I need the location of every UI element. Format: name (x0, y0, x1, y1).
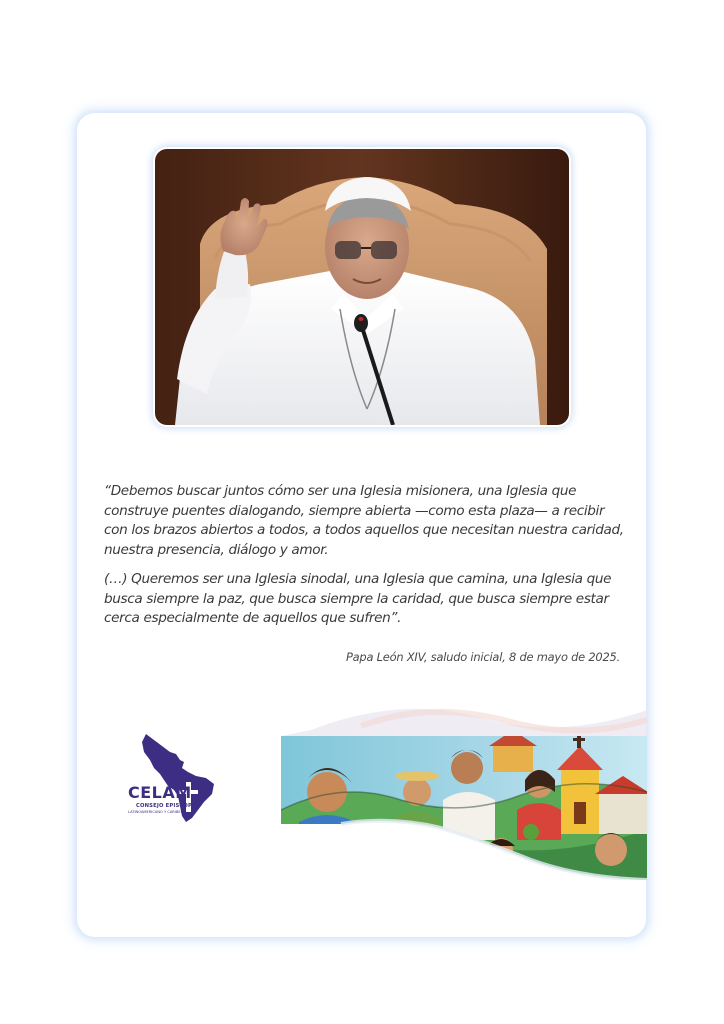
logo-subtitle-2: LATINOAMERICANO Y CARIBEÑO (128, 810, 187, 814)
quote-paragraph-2: (…) Queremos ser una Iglesia sinodal, una Iglesia que camina, una Iglesia que busca siempre la paz, que busca siempre la caridad, que busca siempre estar cerca especialmente de aquellos que sufren”. (104, 571, 612, 626)
logo-wordmark: CELAM (128, 783, 192, 802)
pope-photo (155, 149, 569, 425)
quote-attribution: Papa León XIV, saludo inicial, 8 de mayo de 2025. (345, 650, 620, 664)
quote-paragraph-1: “Debemos buscar juntos cómo ser una Iglesia misionera, una Iglesia que construye puentes dialogando, siempre abierta —como esta plaza— a recibir con los brazos abiertos a todos, a todos aquellos que necesitan nuestra caridad, nuestra presencia, diálogo y amor. (104, 483, 624, 558)
logo-subtitle: CONSEJO EPISCOPAL (136, 803, 200, 809)
quote-block (104, 482, 624, 639)
community-mural-illustration (281, 700, 647, 880)
